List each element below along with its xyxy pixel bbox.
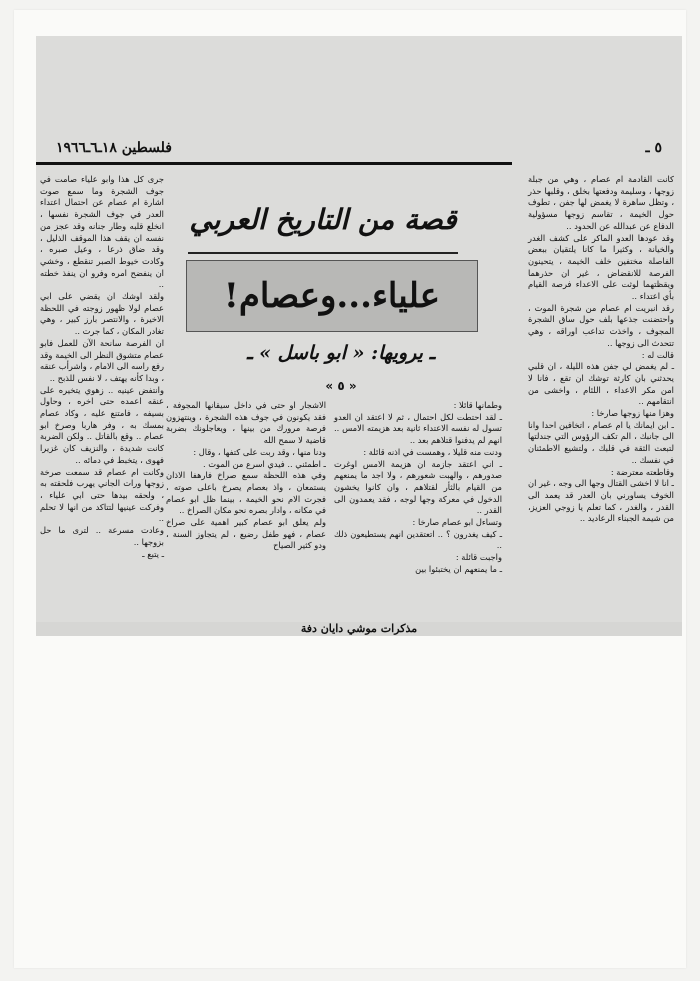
masthead-paper-date: فلسطين ١٨ـ٦ـ١٩٦٦ <box>56 140 172 156</box>
headline-banner: علياء...وعصام! <box>186 260 478 332</box>
masthead-page-number: ٥ ـ <box>645 140 662 156</box>
series-title: قصة من التاريخ العربي <box>188 186 458 254</box>
next-article-strip: مذكرات موشي دايان دفة <box>36 622 682 636</box>
column-middle-right: وطمانها قائلا : ـ لقد احتطت لكل احتمال ، ثم لا اعتقد ان العدو تسول له نفسه الاعتداء ثانية بعد هزيمته الامس .. انهم لم يدفنوا قتلاهم بعد .. ودنت منه قليلا ، وهمست في اذنه قائلة : ـ اني اعتقد جازمة ان هزيمة الامس اوغرت صدورهم ، والهبت شعورهم ، ولا اجد ما يمنعهم من القيام بالثأر لقتلاهم ، وان كانوا يخشون الدخول في معركة وجها لوجه ، فقد يعمدون الى القدر .. وتساءل ابو عصام صارخا : ـ كيف يغدرون ؟ .. اتعتقدين انهم يستطيعون ذلك .. واجبت قائلة : ـ ما يمنعهم ان يختبئوا بين <box>334 400 502 574</box>
column-right: كانت القادمة ام عصام ، وهي من جبلة زوجها ، وسليمة ودفعتها بخلق ، وقلبها حذر ، وتظل ساهرة لا يغمض لها جفن ، تطوف حول الخيمة ، تقاسم زوجها مسؤولية الدفاع عن عبدالله عن الحدود .. وقد عودها العدو الماكر على كشف الغدر والخيانة ، وكثيرا ما كانا يلتقيان ببعض الفاصلة مختفين خلف الخيمة ، يتحينون الفرصة للانقضاض ، غير ان حذرهما ويقظتهما لوثت على الاعداء فرصة القيام بأي اعتداء .. رقد انبريت ام عصام من شجرة الموت ، واحتضنت جذعها بلف حول ساق الشجرة المجوف ، واخذت تداعب اوراقه ، وهي تتحدث الى زوجها .. قالت له : ـ لم يغمض لي جفن هذه الليلة ، ان قلبي يحدثني بان كارثة توشك ان تقع ، فانا لا امن مكر الاعداء ، اللئام ، واخشى من انتقامهم .. وهزا منها زوجها صارخا : ـ ابن ايمانك يا ام عصام ، اتخافين احدا وانا الى جانبك ، الم تكف الرؤوس التي جندلتها لتبعث الثقة في قلبك ، ولتشيع الاطمئنان في نفسك .. وقاطعته معترضة : ـ انا لا اخشى القتال وجها الى وجه ، غير ان الخوف يساورني بان العدر قد يعمد الى القدر ، والغدر ، كما تعلم يا زوجي العزيز، من شيمة الجبناء الرعاديد .. <box>528 174 674 524</box>
newspaper-clipping <box>36 36 682 636</box>
part-number: « ٥ » <box>325 379 357 393</box>
byline: ـ يرويها: « ابو باسل » ـ <box>246 342 436 364</box>
column-left: جرى كل هذا وابو علياء صامت في جوف الشجرة وما سمع صوت اشارة ام عصام عن احتمال اعتداء العدر في جوف الشجرة نفسها ، انخلع قلبه وطار جنانه وقد عجز من نفسه ان يقف هذا الموقف الذليل ، وقد ضاق ذرعا ، وعيل صبره ، وكادت خيوط الصبر تنقطع ، وخشي ان ينفضح امره وفرو ان ينفذ خطته .. ولقد اوشك ان يقضي على ابي عصام لولا ظهور زوجته في اللحظة الاخيرة ، والانتصر بارز كبير ، وهي تغادر المكان ، كما جرت .. ان الفرصة سانحة الآن للعمل فابو عصام متشوق النظر الى الخيمة وقد رفع راسه الى الامام ، واشرأب عنقه ، وبدا كأنه يهتف ، لا نفس للذبح .. وانتفض عينيه .. زهوي يتخيره على عنقه اعمده حتى اخره ، وحاول بسيفه ، فامتنع عليه ، وكاد عصام بمسك به ، وفر هاربا وصرخ ابو عصام .. وقع بالقاتل .. ولكن الضربة كانت شديدة ، والنزيف كان غزيرا فهوى ، يتخبط في دمائه .. وكانت ام عصام قد سمعت صرخة زوجها ورات الجاني يهرب فلحقته به ، ولحقه بيدها حتى ابي علياء ، وفركت عينيها لتتاكد من انها لا تحلم .. وعادت مسرعة .. لترى ما حل بزوجها .. ـ يتبع ـ <box>40 174 164 559</box>
paper-sheet <box>14 10 686 968</box>
column-middle-left: الاشجار او حتى في داخل سيقانها المجوفة ، فقد يكونون في جوف هذه الشجرة ، وينتهزون فرصة مرورك من بينها ، ويعاجلونك بضربة قاضية لا سمح الله ودنا منها ، وقد ربت على كتفها ، وقال : ـ اطمئني .. فيدي اسرع من الموت . وفي هذه اللحظة سمع صراخ فارهفا الاذان يستمعان ، واذ بعصام يصرخ باعلى صوته ، فجرت الام نحو الخيمة ، بينما ظل ابو عصام في مكانه ، وادار بصره نحو مكان الصراخ .. ولم يعلق ابو عصام كبير اهمية على صراخ عصام ، فهو طفل رضيع ، لم يتجاوز السنة ، ودو كثير الصياح <box>166 400 326 551</box>
masthead-rule <box>36 162 512 165</box>
